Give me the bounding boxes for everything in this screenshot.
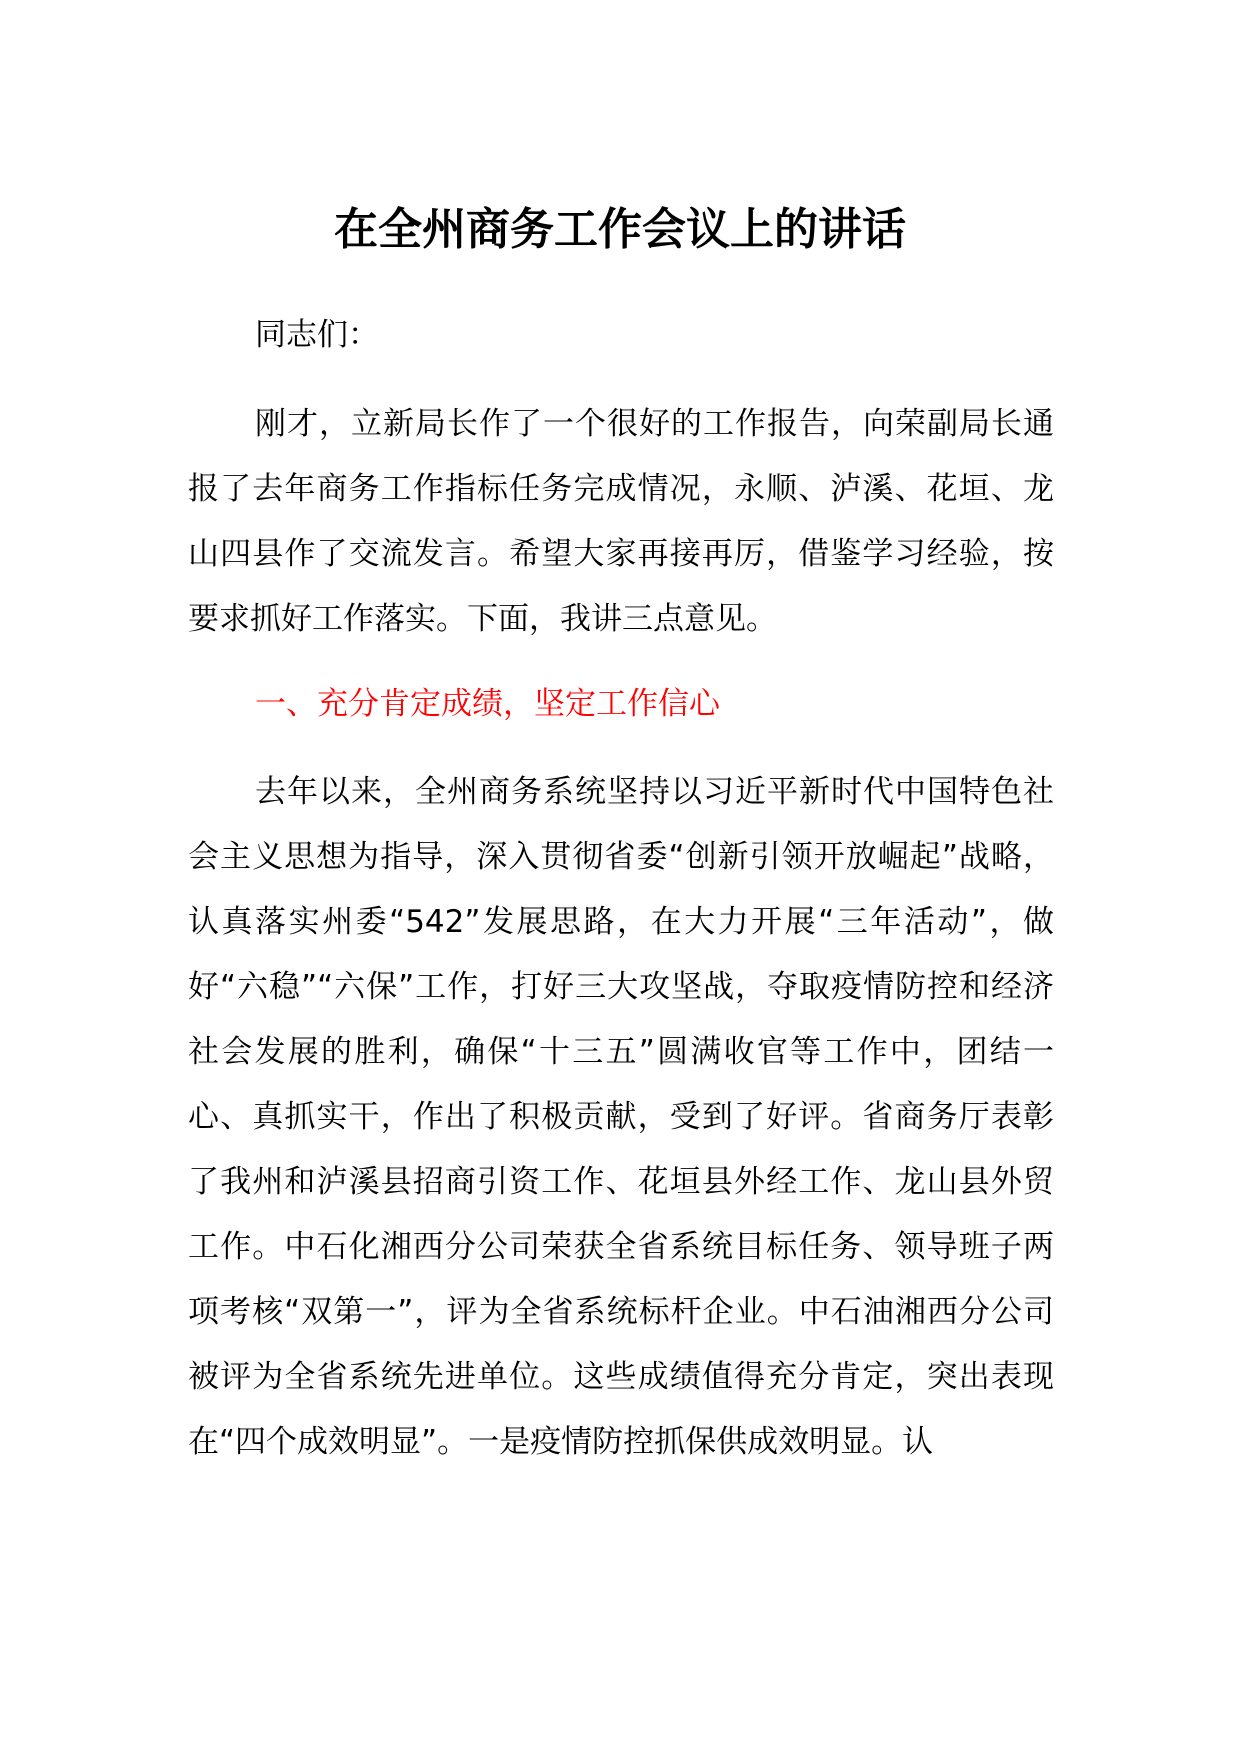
document-title: 在全州商务工作会议上的讲话 (334, 204, 906, 255)
paragraph-opening: 刚才，立新局长作了一个很好的工作报告，向荣副局长通报了去年商务工作指标任务完成情况，永顺、泸溪、花垣、龙山四县作了交流发言。希望大家再接再厉，借鉴学习经验，按要求抓好工作落实。下面，我讲三点意见。 (188, 406, 1054, 637)
paragraph-achievements: 去年以来，全州商务系统坚持以习近平新时代中国特色社会主义思想为指导，深入贯彻省委“创新引领开放崛起”战略，认真落实州委“542”发展思路，在大力开展“三年活动”，做好“六稳”“六保”工作，打好三大攻坚战，夺取疫情防控和经济社会发展的胜利，确保“十三五”圆满收官等工作中，团结一心、真抓实干，作出了积极贡献，受到了好评。省商务厅表彰了我州和泸溪县招商引资工作、花垣县外经工作、龙山县外贸工作。中石化湘西分公司荣获全省系统目标任务、领导班子两项考核“双第一”，评为全省系统标杆企业。中石油湘西分公司被评为全省系统先进单位。这些成绩值得充分肯定，突出表现在“四个成效明显”。一是疫情防控抓保供成效明显。认 (188, 774, 1054, 1460)
section-heading-1: 一、充分肯定成绩，坚定工作信心 (255, 686, 720, 722)
greeting: 同志们： (255, 317, 379, 353)
